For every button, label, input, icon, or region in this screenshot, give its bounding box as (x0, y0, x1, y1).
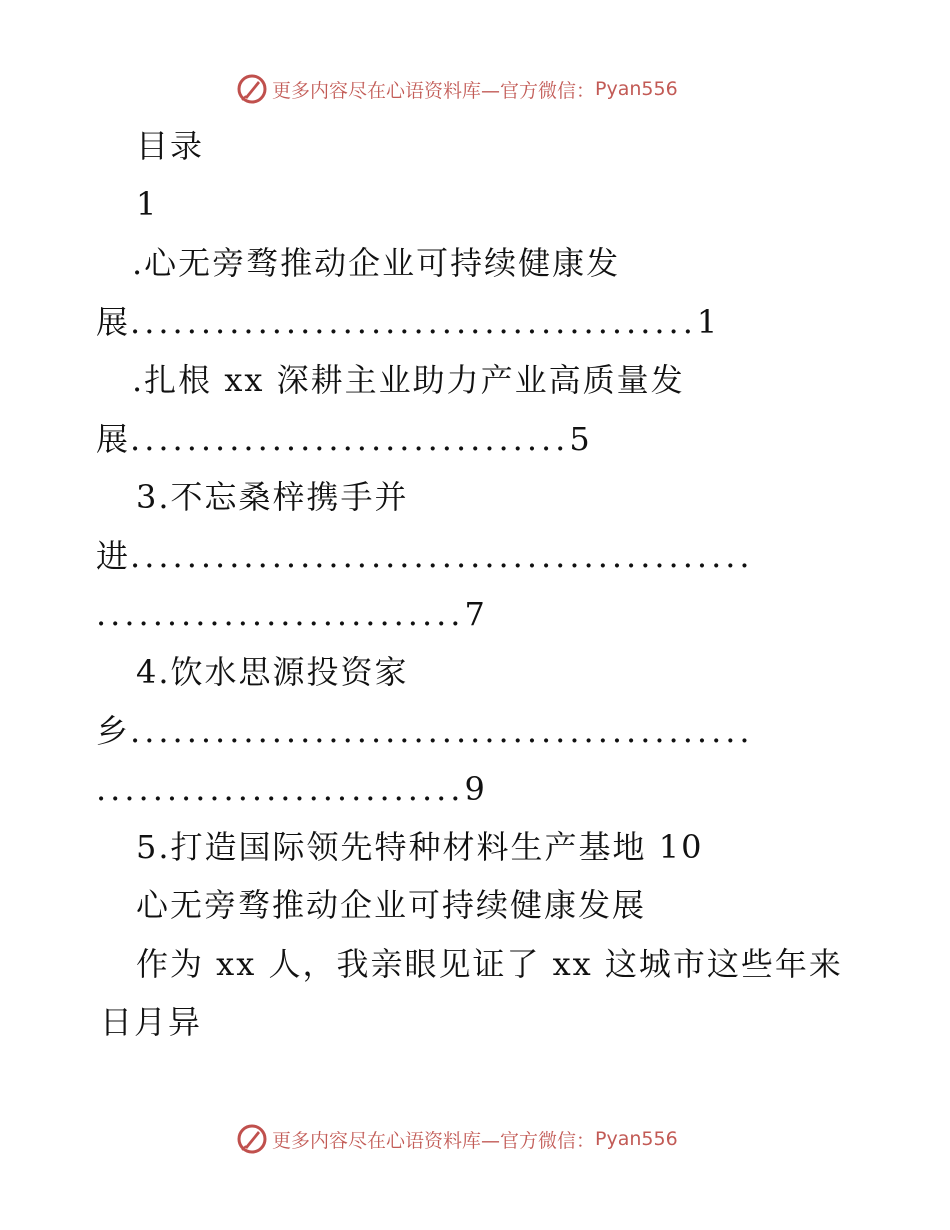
section-title: 心无旁骛推动企业可持续健康发展 (136, 886, 647, 924)
toc-item-4-title: 4.饮水思源投资家 (136, 653, 409, 691)
toc-item-4-leader (96, 711, 754, 751)
toc-item-4-tail: 乡 (96, 712, 131, 750)
toc-item-3-tail: 进 (96, 537, 131, 575)
header-watermark (236, 72, 678, 106)
watermark-wechat-id: Pyan556 (595, 1128, 678, 1150)
toc-item-4-leader-cont (96, 769, 487, 809)
footer-watermark (236, 1122, 678, 1156)
toc-item-2-page: 5 (569, 420, 592, 458)
toc-item-4-dots-cont: .......................... (96, 770, 465, 808)
toc-item-1-title: .心无旁骛推动企业可持续健康发 (132, 244, 621, 282)
toc-item-2-tail: 展 (96, 420, 131, 458)
toc-item-3-leader (96, 536, 754, 576)
paragraph-line-2: 日月异 (100, 1003, 203, 1041)
toc-item-4-dots: ............................................ (130, 712, 754, 750)
quill-pen-logo-icon (236, 1123, 268, 1155)
watermark-wechat-id: Pyan556 (595, 78, 678, 100)
watermark-text: 更多内容尽在心语资料库—官方微信： (272, 79, 596, 102)
toc-item-3-leader-cont (96, 594, 487, 634)
toc-number-1: 1 (136, 185, 159, 223)
watermark-text: 更多内容尽在心语资料库—官方微信： (272, 1129, 596, 1152)
toc-item-5: 5.打造国际领先特种材料生产基地 10 (136, 828, 704, 866)
quill-pen-logo-icon (236, 73, 268, 105)
toc-item-2-title: .扎根 xx 深耕主业助力产业高质量发 (132, 361, 685, 399)
toc-heading: 目录 (136, 127, 205, 165)
toc-item-2-dots: ............................... (130, 420, 570, 458)
toc-item-3-dots-cont: .......................... (96, 595, 465, 633)
toc-item-3-dots: ............................................ (130, 537, 754, 575)
toc-item-1-leader (96, 302, 719, 342)
toc-item-3-page: 7 (464, 595, 487, 633)
toc-item-1-page: 1 (696, 303, 720, 341)
toc-item-4-page: 9 (464, 770, 487, 808)
toc-item-2-leader (96, 419, 592, 459)
paragraph-line-1: 作为 xx 人，我亲眼见证了 xx 这城市这些年来 (136, 945, 843, 983)
toc-item-1-dots: ........................................ (130, 303, 697, 341)
toc-item-1-tail: 展 (96, 303, 131, 341)
toc-item-3-title: 3.不忘桑梓携手并 (136, 478, 409, 516)
